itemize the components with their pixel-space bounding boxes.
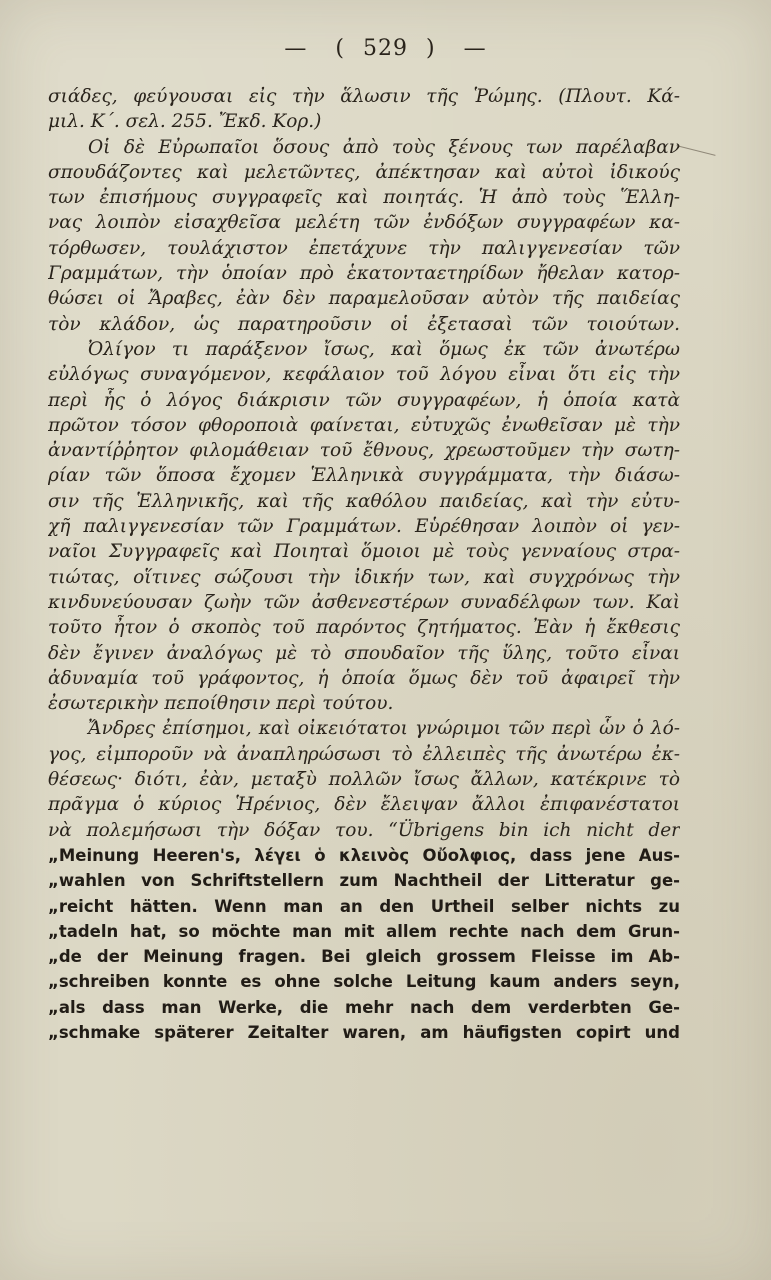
text-line: θέσεως· διότι, ἐὰν, μεταξὺ πολλῶν ἴσως ἄλλων, κατέκρινε τὸ xyxy=(48,769,680,791)
text-line: σπουδάζοντες καὶ μελετῶντες, ἀπέκτησαν καὶ αὐτοὶ ἰδικούς xyxy=(48,161,680,183)
margin-pen-mark xyxy=(676,145,715,156)
text-line: νας λοιπὸν εἰσαχθεῖσα μελέτη τῶν ἐνδόξων συγγραφέων κα- xyxy=(48,212,680,234)
text-line: Ἄνδρες ἐπίσημοι, καὶ οἰκειότατοι γνώριμοι τῶν περὶ ὧν ὁ λό- xyxy=(88,718,680,740)
text-line: σιν τῆς Ἑλληνικῆς, καὶ τῆς καθόλου παιδείας, καὶ τὴν εὐτυ- xyxy=(48,490,680,512)
text-line: ἀδυναμία τοῦ γράφοντος, ἡ ὁποία ὅμως δὲν τοῦ ἀφαιρεῖ τὴν xyxy=(48,667,680,689)
text-line: πρᾶγμα ὁ κύριος Ἡρένιος, δὲν ἔλειψαν ἄλλοι ἐπιφανέστατοι xyxy=(48,794,680,816)
page-number: 529 xyxy=(363,36,408,61)
text-line: των ἐπισήμους συγγραφεῖς καὶ ποιητάς. Ἡ ἀπὸ τοὺς Ἕλλη- xyxy=(48,187,680,209)
header-left-paren: ( xyxy=(335,36,345,61)
text-line: „Meinung Heeren's, λέγει ὁ κλεινὸς Οὔολφιος, dass jene Aus- xyxy=(48,845,680,865)
header-right-dash: — xyxy=(463,36,487,61)
page-header xyxy=(0,36,771,61)
text-line: γος, εἰμποροῦν νὰ ἀναπληρώσωσι τὸ ἐλλειπὲς τῆς ἀνωτέρω ἐκ- xyxy=(48,743,680,765)
text-line: Ὀλίγον τι παράξενον ἴσως, καὶ ὅμως ἐκ τῶν ἀνωτέρω xyxy=(88,338,680,360)
text-line: „de der Meinung fragen. Bei gleich grossem Fleisse im Ab- xyxy=(48,947,680,967)
text-line: „tadeln hat, so möchte man mit allem rechte nach dem Grun- xyxy=(48,921,680,941)
text-line: „schreiben konnte es ohne solche Leitung kaum anders seyn, xyxy=(48,972,680,992)
body-text xyxy=(48,84,680,1045)
text-line: „als dass man Werke, die mehr nach dem verderbten Ge- xyxy=(48,997,680,1017)
text-line: εὐλόγως συναγόμενον, κεφάλαιον τοῦ λόγου εἶναι ὅτι εἰς τὴν xyxy=(48,364,680,386)
text-line: τὸν κλάδον, ὡς παρατηροῦσιν οἱ ἐξετασαὶ τῶν τοιούτων. xyxy=(48,313,680,335)
text-line: „reicht hätten. Wenn man an den Urtheil selber nichts zu xyxy=(48,896,680,916)
text-line: „wahlen von Schriftstellern zum Nachtheil der Litteratur ge- xyxy=(48,871,680,891)
text-line: Γραμμάτων, τὴν ὁποίαν πρὸ ἑκατονταετηρίδων ἤθελαν κατορ- xyxy=(48,263,680,285)
text-line: νὰ πολεμήσωσι τὴν δόξαν του. “Übrigens bin ich nicht der xyxy=(48,819,680,841)
text-line: περὶ ἧς ὁ λόγος διάκρισιν τῶν συγγραφέων, ἡ ὁποία κατὰ xyxy=(48,389,680,411)
text-line: χῆ παλιγγενεσίαν τῶν Γραμμάτων. Εὑρέθησαν λοιπὸν οἱ γεν- xyxy=(48,516,680,538)
text-line: ρίαν τῶν ὅποσα ἔχομεν Ἑλληνικὰ συγγράμματα, τὴν διάσω- xyxy=(48,465,680,487)
text-line: ναῖοι Συγγραφεῖς καὶ Ποιηταὶ ὅμοιοι μὲ τοὺς γενναίους στρα- xyxy=(48,541,680,563)
text-line: δὲν ἔγινεν ἀναλόγως μὲ τὸ σπουδαῖον τῆς ὕλης, τοῦτο εἶναι xyxy=(48,642,680,664)
text-line: ἀναντίῤῥητον φιλομάθειαν τοῦ ἔθνους, χρεωστοῦμεν τὴν σωτη- xyxy=(48,440,680,462)
text-line: κινδυνεύουσαν ζωὴν τῶν ἀσθενεστέρων συναδέλφων των. Καὶ xyxy=(48,591,680,613)
text-line: μιλ. Κ΄. σελ. 255. Ἔκδ. Κορ.) xyxy=(48,111,322,133)
text-line: πρῶτον τόσον φθοροποιὰ φαίνεται, εὐτυχῶς ἐνωθεῖσαν μὲ τὴν xyxy=(48,414,680,436)
text-line: ἐσωτερικὴν πεποίθησιν περὶ τούτου. xyxy=(48,693,394,715)
text-line: θώσει οἱ Ἄραβες, ἐὰν δὲν παραμελοῦσαν αὐτὸν τῆς παιδείας xyxy=(48,288,680,310)
text-line: Οἱ δὲ Εὐρωπαῖοι ὅσους ἀπὸ τοὺς ξένους των παρέλαβαν xyxy=(88,136,680,158)
text-line: τοῦτο ἦτον ὁ σκοπὸς τοῦ παρόντος ζητήματος. Ἐὰν ἡ ἔκθεσις xyxy=(48,617,680,639)
text-line: „schmake späterer Zeitalter waren, am häufigsten copirt und xyxy=(48,1022,680,1042)
text-line: τόρθωσεν, τουλάχιστον ἐπετάχυνε τὴν παλιγγενεσίαν τῶν xyxy=(48,237,680,259)
header-left-dash: — xyxy=(284,36,308,61)
header-right-paren: ) xyxy=(426,36,436,61)
text-line: τιώτας, οἵτινες σώζουσι τὴν ἰδικήν των, καὶ συγχρόνως τὴν xyxy=(48,566,680,588)
text-line: σιάδες, φεύγουσαι εἰς τὴν ἅλωσιν τῆς Ῥώμης. (Πλουτ. Κά- xyxy=(48,86,680,107)
